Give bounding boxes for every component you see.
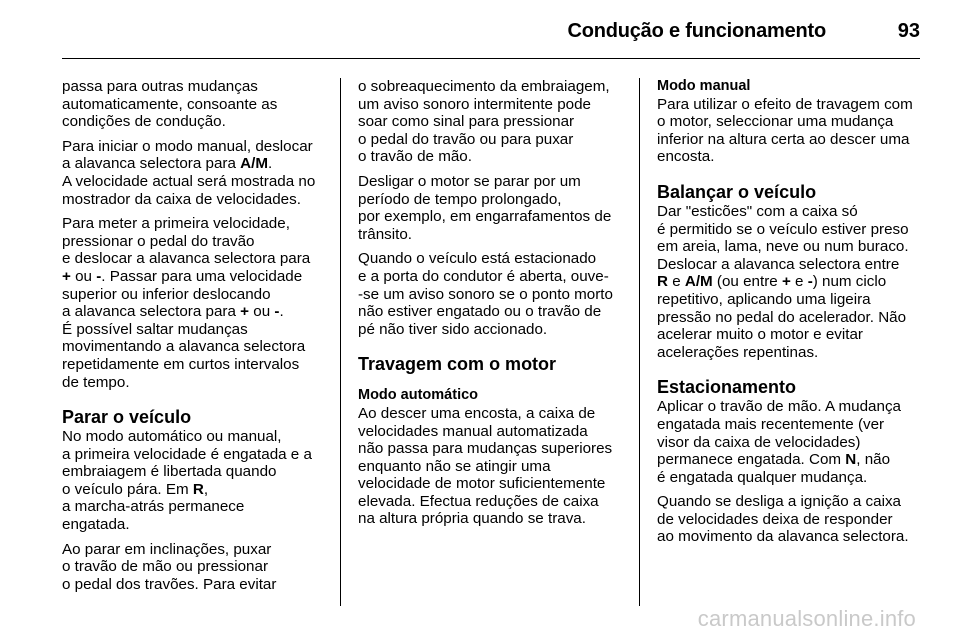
subheading-modo-manual: Modo manual: [657, 78, 751, 94]
section-heading-estacionamento: Estacionamento: [657, 377, 797, 398]
paragraph: Ao parar em inclinações, puxar o travão de mão ou pressionar o pedal dos travões. Para evitar: [62, 540, 277, 593]
paragraph: No modo automático ou manual, a primeira velocidade é engatada e a embraiagem é libertada quando o veículo pára. Em R, a marcha-atrás permanece engatada.: [62, 428, 312, 534]
section-heading-balancar: Balançar o veículo: [657, 181, 817, 202]
page-header: [62, 0, 920, 59]
page-number: 93: [897, 20, 920, 42]
section-heading-travagem: Travagem com o motor: [358, 354, 557, 375]
paragraph: Para utilizar o efeito de travagem com o motor, seleccionar uma mudança inferior na altura certa ao descer uma encosta.: [657, 95, 913, 166]
paragraph: Ao descer uma encosta, a caixa de velocidades manual automatizada não passa para mudanças superiores enquanto não se atingir uma velocidade de motor suficientemente elevada. Efectua reduções de caixa na altura própria quando se trava.: [358, 404, 613, 528]
column-1: [62, 78, 330, 600]
paragraph: passa para outras mudanças automaticamente, consoante as condições de condução.: [62, 78, 278, 131]
paragraph: Desligar o motor se parar por um período de tempo prolongado, por exemplo, em engarrafamentos de trânsito.: [358, 172, 612, 243]
paragraph: Aplicar o travão de mão. A mudança engatada mais recentemente (ver visor da caixa de velocidades) permanece engatada. Com N, não é engatada qualquer mudança.: [657, 398, 901, 486]
paragraph: Para iniciar o modo manual, deslocar a alavanca selectora para A/M. A velocidade actual será mostrada no mostrador da caixa de velocidades.: [62, 137, 316, 208]
paragraph: Quando o veículo está estacionado e a porta do condutor é aberta, ouve- -se um aviso sonoro se o ponto morto não estiver engatado ou o travão de pé não tiver sido accionado.: [358, 250, 613, 338]
section-heading-parar: Parar o veículo: [62, 407, 192, 428]
page-title: Condução e funcionamento: [567, 20, 826, 42]
column-2: [358, 78, 626, 535]
subheading-modo-automatico: Modo automático: [358, 387, 479, 404]
watermark: carmanualsonline.info: [697, 606, 916, 631]
column-divider: [340, 78, 341, 606]
paragraph: o sobreaquecimento da embraiagem, um aviso sonoro intermitente pode soar como sinal para pressionar o pedal do travão ou para puxar o travão de mão.: [358, 78, 610, 166]
paragraph: Quando se desliga a ignição a caixa de velocidades deixa de responder ao movimento da alavanca selectora.: [657, 493, 909, 546]
paragraph: Para meter a primeira velocidade, pressionar o pedal do travão e deslocar a alavanca selectora para + ou -. Passar para uma velocidade superior ou inferior deslocando a alavanca selectora para + ou -. É possível saltar mudanças movimentando a alavanca selectora repetidamente em curtos intervalos de tempo.: [62, 215, 311, 391]
paragraph: Dar "esticões" com a caixa só é permitido se o veículo estiver preso em areia, lama, neve ou num buraco. Deslocar a alavanca selectora entre R e A/M (ou entre + e -) num ciclo repetitivo, aplicando uma ligeira pressão no pedal do acelerador. Não acelerar muito o motor e evitar acelerações repentinas.: [657, 202, 909, 361]
column-3: [657, 78, 925, 553]
column-divider: [639, 78, 640, 606]
